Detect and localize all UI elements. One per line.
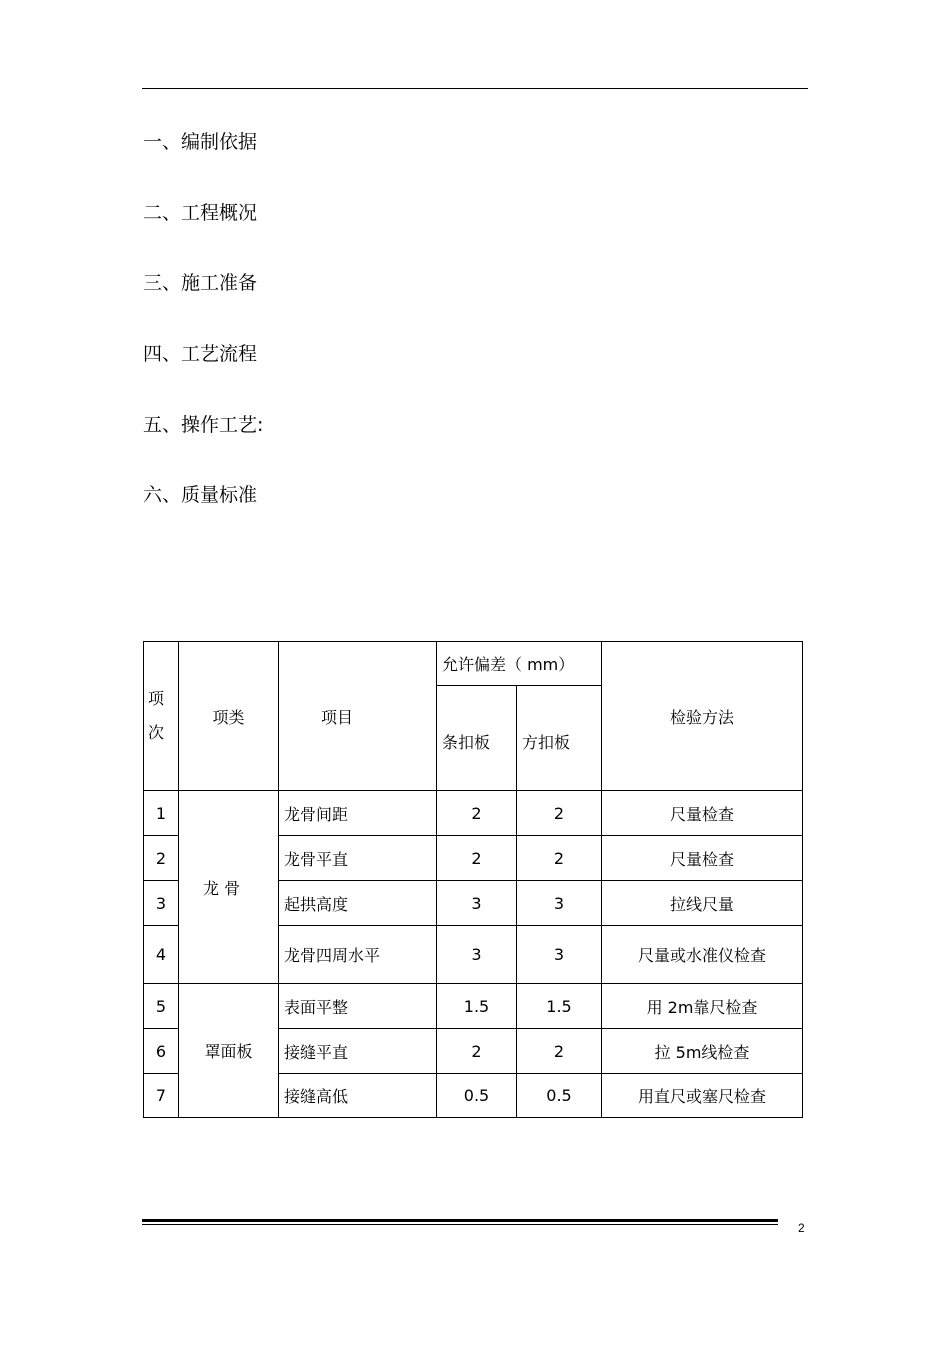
table-header-row bbox=[144, 642, 803, 686]
header-category: 项类 bbox=[179, 642, 279, 791]
table-row bbox=[144, 791, 803, 836]
row-square: 1.5 bbox=[517, 984, 602, 1029]
toc-item-2: 二、工程概况 bbox=[143, 202, 258, 224]
row-strip: 2 bbox=[437, 1029, 517, 1074]
header-index-text: 项次 bbox=[148, 689, 165, 742]
row-index: 1 bbox=[144, 791, 179, 836]
row-strip: 1.5 bbox=[437, 984, 517, 1029]
row-square: 3 bbox=[517, 926, 602, 984]
header-tolerance: 允许偏差（ mm） bbox=[437, 642, 602, 686]
row-square: 2 bbox=[517, 836, 602, 881]
footer-rule-thick bbox=[142, 1219, 778, 1222]
toc-item-5: 五、操作工艺: bbox=[143, 414, 264, 436]
page-number: 2 bbox=[798, 1221, 805, 1235]
row-square: 3 bbox=[517, 881, 602, 926]
row-index: 3 bbox=[144, 881, 179, 926]
header-index bbox=[144, 642, 179, 791]
toc-item-3: 三、施工准备 bbox=[143, 272, 258, 294]
row-strip: 3 bbox=[437, 881, 517, 926]
row-square: 2 bbox=[517, 1029, 602, 1074]
footer-rule-thin bbox=[142, 1224, 778, 1225]
row-item: 接缝高低 bbox=[279, 1074, 437, 1118]
row-method: 拉 5m线检查 bbox=[602, 1029, 803, 1074]
row-item: 起拱高度 bbox=[279, 881, 437, 926]
header-strip-panel: 条扣板 bbox=[437, 686, 517, 791]
toc-item-1: 一、编制依据 bbox=[143, 131, 258, 153]
header-rule bbox=[142, 88, 808, 89]
row-strip: 3 bbox=[437, 926, 517, 984]
row-item: 接缝平直 bbox=[279, 1029, 437, 1074]
header-square-panel: 方扣板 bbox=[517, 686, 602, 791]
row-strip: 2 bbox=[437, 836, 517, 881]
quality-standard-table bbox=[143, 641, 803, 1118]
row-item: 表面平整 bbox=[279, 984, 437, 1029]
row-method: 用 2m靠尺检查 bbox=[602, 984, 803, 1029]
row-index: 2 bbox=[144, 836, 179, 881]
row-index: 5 bbox=[144, 984, 179, 1029]
row-index: 6 bbox=[144, 1029, 179, 1074]
row-item: 龙骨间距 bbox=[279, 791, 437, 836]
header-method: 检验方法 bbox=[602, 642, 803, 791]
row-category-keel: 龙 骨 bbox=[179, 791, 279, 984]
row-index: 4 bbox=[144, 926, 179, 984]
toc-item-4: 四、工艺流程 bbox=[143, 343, 258, 365]
row-method: 尺量或水准仪检查 bbox=[602, 926, 803, 984]
row-strip: 0.5 bbox=[437, 1074, 517, 1118]
row-method: 拉线尺量 bbox=[602, 881, 803, 926]
toc-item-6: 六、质量标准 bbox=[143, 484, 258, 506]
row-category-cover-panel: 罩面板 bbox=[179, 984, 279, 1118]
row-item: 龙骨四周水平 bbox=[279, 926, 437, 984]
row-method: 尺量检查 bbox=[602, 836, 803, 881]
row-item: 龙骨平直 bbox=[279, 836, 437, 881]
row-method: 用直尺或塞尺检查 bbox=[602, 1074, 803, 1118]
row-square: 2 bbox=[517, 791, 602, 836]
row-square: 0.5 bbox=[517, 1074, 602, 1118]
row-method: 尺量检查 bbox=[602, 791, 803, 836]
table-row bbox=[144, 984, 803, 1029]
row-index: 7 bbox=[144, 1074, 179, 1118]
header-item: 项目 bbox=[279, 642, 437, 791]
row-strip: 2 bbox=[437, 791, 517, 836]
